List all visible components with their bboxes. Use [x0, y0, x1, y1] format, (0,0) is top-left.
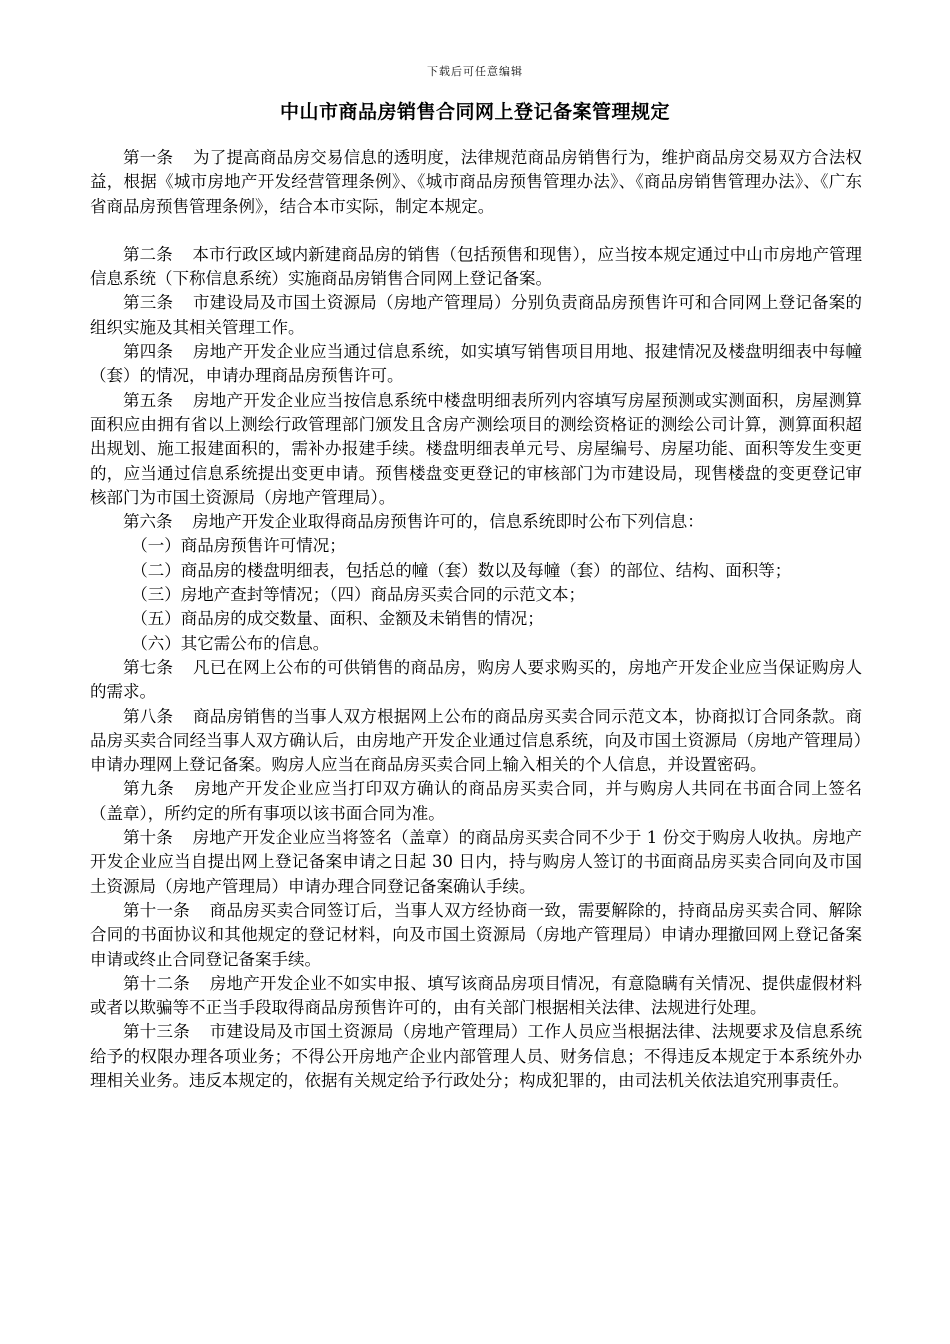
article-11-label: 第十一条 [123, 900, 190, 920]
download-note: 下载后可任意编辑 [427, 65, 523, 78]
list-item: （三）房地产查封等情况；（四）商品房买卖合同的示范文本； [131, 585, 585, 605]
list-item: （一）商品房预售许可情况； [131, 536, 346, 556]
article-5-text: 房地产开发企业应当按信息系统中楼盘明细表所列内容填写房屋预测或实测面积，房屋测算面积应由拥有省以上测绘行政管理部门颁发且含房产测绘项目的测绘资格证的测绘公司计算，测算面积超出规划、施工报建面积的，需补办报建手续。楼盘明细表单元号、房屋编号、房屋功能、面积等发生变更的，应当通过信息系统提出变更申请。预售楼盘变更登记的审核部门为市建设局，现售楼盘的变更登记审核部门为市国土资源局（房地产管理局）。 [90, 390, 863, 507]
article-4 [90, 340, 862, 389]
article-4-text: 房地产开发企业应当通过信息系统，如实填写销售项目用地、报建情况及楼盘明细表中每幢（套）的情况，申请办理商品房预售许可。 [90, 342, 863, 386]
list-item: （二）商品房的楼盘明细表，包括总的幢（套）数以及每幢（套）的部位、结构、面积等； [131, 560, 792, 580]
article-11-text: 商品房买卖合同签订后，当事人双方经协商一致，需要解除的，持商品房买卖合同、解除合同的书面协议和其他规定的登记材料，向及市国土资源局（房地产管理局）申请办理撤回网上登记备案申请或终止合同登记备案手续。 [90, 900, 863, 969]
article-8 [90, 705, 862, 778]
article-12-text: 房地产开发企业不如实申报、填写该商品房项目情况，有意隐瞒有关情况、提供虚假材料或者以欺骗等不正当手段取得商品房预售许可的，由有关部门根据相关法律、法规进行处理。 [90, 973, 863, 1018]
article-4-label: 第四条 [123, 342, 174, 362]
article-1-text: 为了提高商品房交易信息的透明度，法律规范商品房销售行为，维护商品房交易双方合法权益，根据《城市房地产开发经营管理条例》、《城市商品房预售管理办法》、《商品房销售管理办法》、《广东省商品房预售管理条例》，结合本市实际，制定本规定。 [90, 148, 863, 216]
article-7-text: 凡已在网上公布的可供销售的商品房，购房人要求购买的，房地产开发企业应当保证购房人的需求。 [90, 657, 863, 702]
article-5 [90, 389, 862, 510]
article-3 [90, 291, 862, 340]
article-5-label: 第五条 [123, 390, 174, 410]
article-9 [90, 777, 862, 826]
article-10-label: 第十条 [123, 828, 173, 848]
article-13-label: 第十三条 [123, 1022, 190, 1042]
article-6-text: 房地产开发企业取得商品房预售许可的，信息系统即时公布下列信息： [192, 512, 704, 532]
article-10 [90, 826, 862, 899]
document-body [90, 146, 862, 1093]
article-8-text: 商品房销售的当事人双方根据网上公布的商品房买卖合同示范文本，协商拟订合同条款。商品房买卖合同经当事人双方确认后，由房地产开发企业通过信息系统，向及市国土资源局（房地产管理局）申请办理网上登记备案。购房人应当在商品房买卖合同上输入相关的个人信息，并设置密码。 [90, 706, 863, 775]
article-10-text: 房地产开发企业应当将签名（盖章）的商品房买卖合同不少于 1 份交于购房人收执。房地产开发企业应当自提出网上登记备案申请之日起 30 日内，持与购房人签订的书面商品房买卖合同向及市国土资源局（房地产管理局）申请办理合同登记备案确认手续。 [90, 828, 862, 896]
article-11 [90, 899, 862, 972]
article-13-text: 市建设局及市国土资源局（房地产管理局）工作人员应当根据法律、法规要求及信息系统给予的权限办理各项业务；不得公开房地产企业内部管理人员、财务信息；不得违反本规定于本系统外办理相关业务。违反本规定的，依据有关规定给予行政处分；构成犯罪的，由司法机关依法追究刑事责任。 [90, 1022, 863, 1090]
list-item: （六）其它需公布的信息。 [131, 633, 330, 653]
article-9-label: 第九条 [123, 779, 175, 799]
document-title: 中山市商品房销售合同网上登记备案管理规定 [279, 101, 670, 123]
article-1-label: 第一条 [123, 148, 174, 167]
list-item: （五）商品房的成交数量、面积、金额及未销售的情况； [131, 609, 544, 629]
article-13 [90, 1020, 862, 1093]
article-3-text: 市建设局及市国土资源局（房地产管理局）分别负责商品房预售许可和合同网上登记备案的组织实施及其相关管理工作。 [90, 293, 863, 337]
article-1 [90, 146, 862, 219]
article-2 [90, 243, 862, 292]
article-8-label: 第八条 [123, 706, 174, 726]
article-12 [90, 972, 862, 1021]
article-7-label: 第七条 [123, 657, 174, 677]
article-9-text: 房地产开发企业应当打印双方确认的商品房买卖合同，并与购房人共同在书面合同上签名（盖章），所约定的所有事项以该书面合同为准。 [90, 779, 863, 823]
article-2-text: 本市行政区域内新建商品房的销售（包括预售和现售），应当按本规定通过中山市房地产管理信息系统（下称信息系统）实施商品房销售合同网上登记备案。 [90, 244, 863, 289]
article-12-label: 第十二条 [123, 973, 190, 993]
article-6 [90, 510, 862, 534]
article-2-label: 第二条 [123, 244, 173, 264]
article-6-label: 第六条 [123, 512, 173, 532]
article-7 [90, 656, 862, 705]
article-3-label: 第三条 [123, 293, 174, 313]
